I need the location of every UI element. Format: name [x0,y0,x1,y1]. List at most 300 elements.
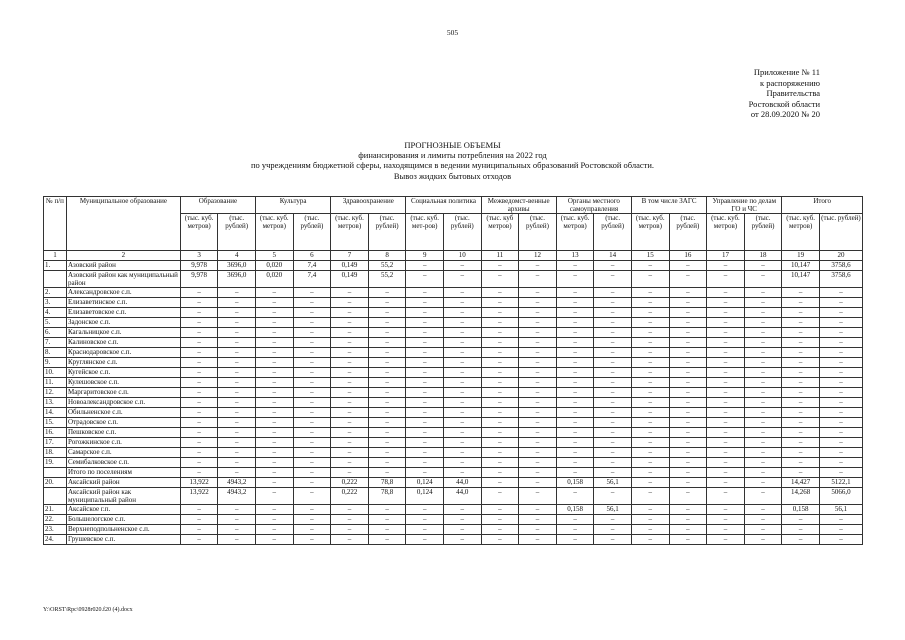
municipality-name: Обильненское с.п. [66,408,180,418]
value-cell: – [707,328,745,338]
value-cell: – [293,505,331,515]
municipality-name: Елизаветинское с.п. [66,298,180,308]
value-cell: – [443,328,481,338]
value-cell: – [218,358,256,368]
value-cell: – [519,408,557,418]
value-cell: – [481,428,519,438]
value-cell: – [481,338,519,348]
value-cell: – [669,398,707,408]
value-cell: – [218,288,256,298]
value-cell: – [744,438,782,448]
value-cell: – [669,288,707,298]
value-cell: – [256,505,294,515]
municipality-name: Аксайское г.п. [66,505,180,515]
value-cell: – [293,368,331,378]
value-cell: – [782,328,820,338]
value-cell: – [218,318,256,328]
value-cell: 78,8 [368,478,406,488]
value-cell: – [594,328,632,338]
value-cell: – [293,535,331,545]
value-cell: – [331,308,369,318]
value-cell: – [819,378,862,388]
municipality-name: Кулешовское с.п. [66,378,180,388]
value-cell: – [594,388,632,398]
value-cell: – [443,468,481,478]
value-cell: – [293,308,331,318]
value-cell: – [368,378,406,388]
value-cell: – [256,358,294,368]
value-cell: – [180,408,218,418]
value-cell: – [180,388,218,398]
value-cell: – [256,515,294,525]
value-cell: – [443,408,481,418]
value-cell: – [293,478,331,488]
unit-header: (тыс. куб. метров) [631,214,669,251]
value-cell: – [556,428,594,438]
row-number: 15. [44,418,67,428]
municipality-name: Калиновское с.п. [66,338,180,348]
value-cell: – [594,318,632,328]
value-cell: – [556,298,594,308]
data-table-wrapper [43,196,863,545]
header-total: Итого [782,197,863,214]
value-cell: – [631,318,669,328]
value-cell: – [519,515,557,525]
value-cell: – [180,438,218,448]
value-cell: 4943,2 [218,488,256,505]
value-cell: – [744,505,782,515]
unit-header: (тыс. рублей) [744,214,782,251]
value-cell: – [331,368,369,378]
value-cell: – [707,448,745,458]
value-cell: – [782,525,820,535]
value-cell: – [331,468,369,478]
value-cell: – [819,338,862,348]
value-cell: – [594,418,632,428]
row-number: 17. [44,438,67,448]
municipality-name: Круглянское с.п. [66,358,180,368]
value-cell: – [819,318,862,328]
value-cell: – [293,515,331,525]
value-cell: – [519,388,557,398]
value-cell: – [631,368,669,378]
value-cell: – [406,288,444,298]
column-number: 4 [218,251,256,261]
value-cell: – [293,525,331,535]
value-cell: – [519,488,557,505]
table-body [44,261,863,545]
value-cell: – [556,458,594,468]
value-cell: 3696,0 [218,271,256,288]
value-cell: – [782,535,820,545]
value-cell: – [180,418,218,428]
value-cell: – [368,515,406,525]
value-cell: – [631,338,669,348]
value-cell: – [481,348,519,358]
value-cell: – [218,308,256,318]
row-number: 10. [44,368,67,378]
value-cell: 0,020 [256,271,294,288]
value-cell: – [519,535,557,545]
value-cell: 10,147 [782,261,820,271]
value-cell: – [782,318,820,328]
value-cell: – [669,298,707,308]
value-cell: – [707,418,745,428]
value-cell: – [406,398,444,408]
row-number: 11. [44,378,67,388]
header-archives: Межведомст-венные архивы [481,197,556,214]
value-cell: – [481,468,519,478]
value-cell: – [707,271,745,288]
value-cell: – [406,271,444,288]
value-cell: – [669,271,707,288]
value-cell: – [819,448,862,458]
header-municipality: Муниципальное образование [66,197,180,251]
value-cell: – [256,448,294,458]
table-row [44,535,863,545]
value-cell: – [556,271,594,288]
value-cell: 44,0 [443,478,481,488]
approval-line: Правительства [766,88,820,98]
value-cell: – [631,378,669,388]
row-number: 6. [44,328,67,338]
value-cell: 0,222 [331,488,369,505]
value-cell: – [293,438,331,448]
table-row [44,398,863,408]
value-cell: – [707,308,745,318]
value-cell: – [331,535,369,545]
value-cell: – [669,318,707,328]
document-title [0,140,905,181]
municipality-name: Аксайский район [66,478,180,488]
value-cell: – [180,378,218,388]
column-number: 2 [66,251,180,261]
value-cell: – [293,378,331,388]
value-cell: – [519,288,557,298]
value-cell: – [782,408,820,418]
municipality-name: Отрадовское с.п. [66,418,180,428]
value-cell: – [631,418,669,428]
value-cell: – [744,328,782,338]
value-cell: – [331,515,369,525]
unit-header: (тыс. куб. метров) [782,214,820,251]
value-cell: – [782,358,820,368]
value-cell: – [744,418,782,428]
value-cell: – [406,261,444,271]
value-cell: – [293,328,331,338]
table-row [44,358,863,368]
value-cell: – [819,408,862,418]
value-cell: – [368,398,406,408]
value-cell: – [180,368,218,378]
value-cell: – [180,328,218,338]
row-number: 1. [44,261,67,271]
value-cell: – [443,515,481,525]
municipality-name: Кугейское с.п. [66,368,180,378]
value-cell: – [256,428,294,438]
value-cell: 0,149 [331,261,369,271]
value-cell: – [819,328,862,338]
municipality-name: Семибалковское с.п. [66,458,180,468]
value-cell: 3696,0 [218,261,256,271]
column-number: 3 [180,251,218,261]
value-cell: – [744,408,782,418]
header-social: Социальная политика [406,197,481,214]
value-cell: – [481,261,519,271]
approval-line: Ростовской области [748,98,820,109]
value-cell: – [707,261,745,271]
value-cell: – [631,438,669,448]
value-cell: – [443,535,481,545]
header-zags: В том числе ЗАГС [631,197,706,214]
value-cell: – [819,418,862,428]
value-cell: – [819,515,862,525]
value-cell: – [707,458,745,468]
value-cell: – [594,458,632,468]
value-cell: – [481,368,519,378]
value-cell: – [443,271,481,288]
value-cell: – [256,298,294,308]
value-cell: – [293,428,331,438]
value-cell: – [293,418,331,428]
value-cell: 56,1 [594,505,632,515]
table-row [44,515,863,525]
value-cell: – [669,525,707,535]
value-cell: – [443,378,481,388]
value-cell: – [331,358,369,368]
value-cell: – [256,378,294,388]
value-cell: – [556,288,594,298]
value-cell: – [443,388,481,398]
value-cell: – [669,338,707,348]
value-cell: – [631,388,669,398]
value-cell: – [256,328,294,338]
value-cell: – [669,488,707,505]
value-cell: – [594,398,632,408]
value-cell: – [256,478,294,488]
value-cell: – [218,378,256,388]
value-cell: – [707,338,745,348]
value-cell: – [594,338,632,348]
value-cell: – [368,388,406,398]
value-cell: – [180,358,218,368]
municipality-name: Краснодаровское с.п. [66,348,180,358]
value-cell: – [406,525,444,535]
value-cell: – [819,358,862,368]
value-cell: – [594,438,632,448]
value-cell: 9,978 [180,271,218,288]
value-cell: – [519,468,557,478]
value-cell: – [293,348,331,358]
value-cell: – [218,438,256,448]
value-cell: – [669,308,707,318]
unit-header: (тыс. рублей) [819,214,862,251]
table-row [44,458,863,468]
row-number: 2. [44,288,67,298]
value-cell: – [707,488,745,505]
value-cell: – [368,535,406,545]
row-number: 18. [44,448,67,458]
approval-line: от 28.09.2020 № 20 [750,109,820,119]
approval-block [749,67,820,120]
row-number: 8. [44,348,67,358]
value-cell: – [744,368,782,378]
value-cell: 10,147 [782,271,820,288]
value-cell: – [819,388,862,398]
value-cell: – [443,298,481,308]
value-cell: 0,124 [406,488,444,505]
value-cell: 0,158 [556,505,594,515]
value-cell: – [406,535,444,545]
column-number: 20 [819,251,862,261]
value-cell: – [669,515,707,525]
value-cell: 56,1 [819,505,862,515]
value-cell: – [406,368,444,378]
value-cell: – [443,261,481,271]
unit-header: (тыс. рублей) [293,214,331,251]
value-cell: – [406,358,444,368]
table-row [44,308,863,318]
value-cell: – [782,398,820,408]
unit-header: (тыс. куб. метров) [331,214,369,251]
value-cell: – [707,318,745,328]
value-cell: – [331,328,369,338]
value-cell: – [556,368,594,378]
value-cell: – [707,535,745,545]
row-number: 21. [44,505,67,515]
value-cell: – [556,328,594,338]
value-cell: – [218,388,256,398]
value-cell: – [481,318,519,328]
value-cell: – [556,378,594,388]
value-cell: – [631,458,669,468]
value-cell: – [481,271,519,288]
value-cell: – [218,418,256,428]
value-cell: – [218,468,256,478]
value-cell: – [744,488,782,505]
value-cell: – [481,308,519,318]
municipality-name: Итого по поселениям [66,468,180,478]
value-cell: – [707,398,745,408]
value-cell: – [256,288,294,298]
value-cell: – [707,438,745,448]
value-cell: – [782,308,820,318]
value-cell: – [331,348,369,358]
value-cell: – [481,398,519,408]
value-cell: – [331,438,369,448]
value-cell: – [519,505,557,515]
value-cell: – [631,535,669,545]
value-cell: – [293,408,331,418]
value-cell: – [519,525,557,535]
value-cell: – [406,338,444,348]
value-cell: – [293,468,331,478]
value-cell: – [406,458,444,468]
value-cell: 0,222 [331,478,369,488]
municipality-name: Кагальницкое с.п. [66,328,180,338]
table-row [44,428,863,438]
unit-header: (тыс. рублей) [669,214,707,251]
value-cell: – [819,535,862,545]
value-cell: 0,149 [331,271,369,288]
value-cell: – [819,288,862,298]
value-cell: – [744,398,782,408]
value-cell: – [556,318,594,328]
value-cell: – [256,488,294,505]
value-cell: – [368,368,406,378]
value-cell: – [293,398,331,408]
value-cell: – [218,505,256,515]
value-cell: – [481,448,519,458]
value-cell: – [819,308,862,318]
value-cell: – [594,488,632,505]
unit-header: (тыс. рублей) [519,214,557,251]
value-cell: – [481,408,519,418]
value-cell: – [368,288,406,298]
value-cell: – [744,318,782,328]
value-cell: – [368,468,406,478]
unit-header: (тыс. куб. мет-ров) [406,214,444,251]
value-cell: – [218,338,256,348]
header-local-government: Органы местного самоуправления [556,197,631,214]
value-cell: – [819,368,862,378]
value-cell: – [819,468,862,478]
value-cell: 78,8 [368,488,406,505]
value-cell: – [368,308,406,318]
value-cell: – [782,288,820,298]
value-cell: – [631,358,669,368]
value-cell: – [782,458,820,468]
value-cell: 5122,1 [819,478,862,488]
municipality-name: Верхнеподпольненское с.п. [66,525,180,535]
value-cell: – [519,308,557,318]
value-cell: – [331,338,369,348]
row-number: 22. [44,515,67,525]
value-cell: – [481,535,519,545]
unit-header: (тыс. куб. метров) [707,214,745,251]
value-cell: – [594,358,632,368]
value-cell: – [368,418,406,428]
value-cell: – [406,348,444,358]
value-cell: – [406,468,444,478]
value-cell: – [631,525,669,535]
value-cell: – [744,378,782,388]
value-cell: – [556,388,594,398]
value-cell: – [218,428,256,438]
value-cell: – [519,318,557,328]
value-cell: – [293,358,331,368]
row-number: 23. [44,525,67,535]
row-number [44,488,67,505]
value-cell: – [594,515,632,525]
row-number: 3. [44,298,67,308]
value-cell: 55,2 [368,261,406,271]
value-cell: – [180,458,218,468]
value-cell: – [744,298,782,308]
value-cell: – [631,261,669,271]
value-cell: 0,020 [256,261,294,271]
unit-header: (тыс. куб. метров) [180,214,218,251]
value-cell: – [256,418,294,428]
value-cell: – [218,458,256,468]
value-cell: – [180,525,218,535]
table-row [44,488,863,505]
value-cell: – [218,448,256,458]
value-cell: – [707,348,745,358]
value-cell: – [218,535,256,545]
row-number: 16. [44,428,67,438]
value-cell: – [519,378,557,388]
